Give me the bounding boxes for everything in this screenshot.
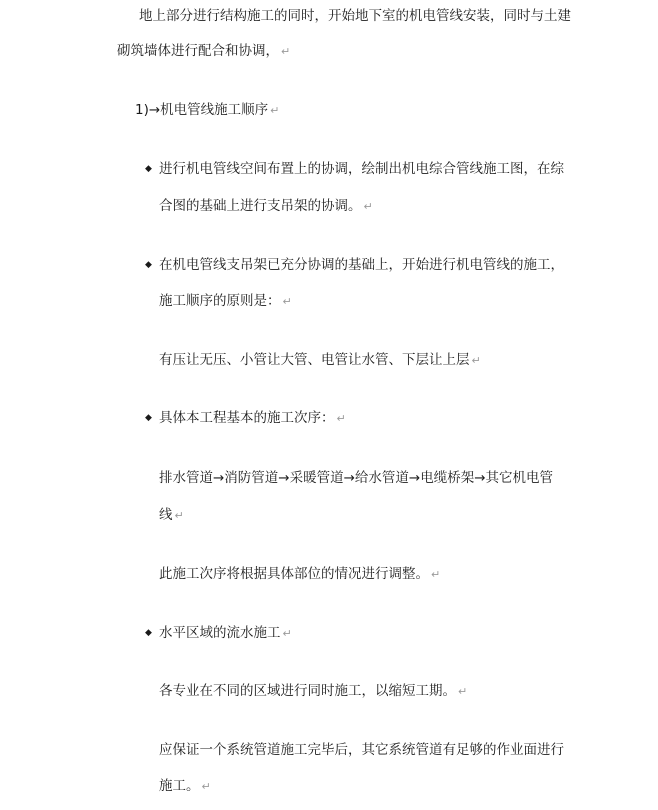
item-4-line-1: 水平区域的流水施工 ↵ bbox=[159, 625, 292, 641]
item-4-sub2-line-1: 应保证一个系统管道施工完毕后，其它系统管道有足够的作业面进行 bbox=[159, 742, 564, 758]
item-2-line-2: 施工顺序的原则是： ↵ bbox=[159, 293, 292, 309]
paragraph-mark-icon: ↵ bbox=[270, 104, 280, 117]
paragraph-mark-icon: ↵ bbox=[282, 295, 292, 308]
paragraph-mark-icon: ↵ bbox=[282, 627, 292, 640]
diamond-bullet-icon: ◆ bbox=[145, 164, 152, 174]
item-4-sub2-line-2: 施工。 ↵ bbox=[159, 778, 211, 794]
paragraph-mark-icon: ↵ bbox=[174, 509, 184, 522]
paragraph-mark-icon: ↵ bbox=[336, 412, 346, 425]
item-4-sub1: 各专业在不同的区域进行同时施工，以缩短工期。 ↵ bbox=[159, 683, 468, 699]
intro-line-1: 地上部分进行结构施工的同时，开始地下室的机电管线安装，同时与土建 bbox=[139, 8, 571, 24]
diamond-bullet-icon: ◆ bbox=[145, 260, 152, 270]
item-2-line-1: 在机电管线支吊架已充分协调的基础上，开始进行机电管线的施工， bbox=[159, 257, 564, 273]
intro-line-2: 砌筑墙体进行配合和协调， ↵ bbox=[117, 43, 291, 59]
paragraph-mark-icon: ↵ bbox=[201, 780, 211, 793]
item-3-sub2: 此施工次序将根据具体部位的情况进行调整。 ↵ bbox=[159, 566, 441, 582]
paragraph-mark-icon: ↵ bbox=[458, 685, 468, 698]
paragraph-mark-icon: ↵ bbox=[431, 568, 441, 581]
item-1-line-2: 合图的基础上进行支吊架的协调。 ↵ bbox=[159, 198, 373, 214]
paragraph-mark-icon: ↵ bbox=[363, 200, 373, 213]
paragraph-mark-icon: ↵ bbox=[471, 354, 481, 367]
diamond-bullet-icon: ◆ bbox=[145, 628, 152, 638]
section-heading: 1)→机电管线施工顺序 ↵ bbox=[135, 102, 280, 118]
item-3-sub1-line-2: 线 ↵ bbox=[159, 507, 184, 523]
item-2-sub: 有压让无压、小管让大管、电管让水管、下层让上层 ↵ bbox=[159, 352, 481, 368]
item-3-sub1-line-1: 排水管道→消防管道→采暖管道→给水管道→电缆桥架→其它机电管 bbox=[159, 470, 554, 486]
paragraph-mark-icon: ↵ bbox=[281, 45, 291, 58]
item-1-line-1: 进行机电管线空间布置上的协调，绘制出机电综合管线施工图，在综 bbox=[159, 161, 564, 177]
item-3-line-1: 具体本工程基本的施工次序： ↵ bbox=[159, 410, 346, 426]
diamond-bullet-icon: ◆ bbox=[145, 413, 152, 423]
